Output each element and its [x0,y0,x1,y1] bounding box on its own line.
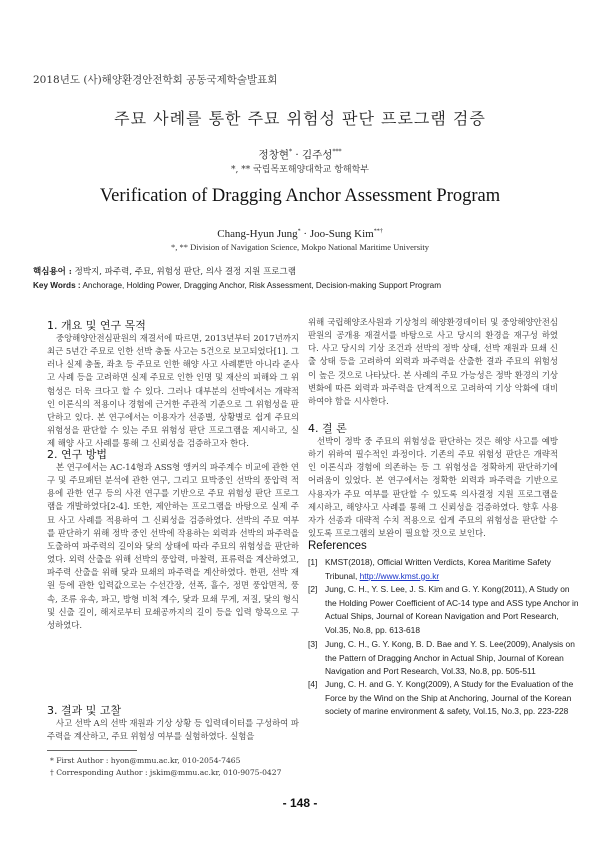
author-separator-ko: · [291,149,302,161]
korean-title: 주묘 사례를 통한 주묘 위험성 판단 프로그램 검증 [114,109,486,128]
keywords-english [33,280,441,292]
section-4-heading: 4. 결 론 [308,422,347,435]
korean-affiliation: *, ** 국립목포해양대학교 항해학부 [231,165,369,175]
author-1-ko-mark: * [288,148,292,156]
section-3-body [47,717,299,743]
footnote-first-author: * First Author : hyon@mmu.ac.kr, 010-2054-7465 [50,756,241,765]
reference-item [308,678,583,734]
section-1-heading: 1. 개요 및 연구 목적 [47,319,146,332]
section-4-paragraph: 선박이 정박 중 주묘의 위험성을 판단하는 것은 해양 사고를 예방하기 위하여 필수적인 과정이다. 기존의 주묘 위험성 판단은 개략적인 이론식과 경험에 의존하는 등 그 위험성을 정확하게 판단하기에 어려움이 있었다. 본 연구에서는 정확한 외력과 파주력을 기반으로 사용자가 주묘 여부를 판단할 수 있도록 의사결정 지원 프로그램을 제시하고, 해양사고 사례를 통해 그 신뢰성을 검증하였다. 향후 사용자가 선종과 대략적 수치 적용으로 쉽게 주묘의 위험성을 판단할 수 있도록 프로그램의 보완이 필요할 것으로 보인다. [308,436,558,539]
reference-number: [1] [308,557,318,567]
reference-number: [3] [308,639,318,649]
author-1-en: Chang-Hyun Jung [217,228,298,240]
author-1-ko: 정창현 [258,149,289,161]
footnote-divider [47,750,137,751]
author-2-en: Joo-Sung Kim [309,228,374,240]
section-3-paragraph: 사고 선박 A의 선박 재원과 기상 상황 등 입력데이터를 구성하여 파주력을 계산하고, 주묘 위험성 여부를 실험하였다. 실험을 [47,718,300,742]
reference-text-content: KMST(2018), Official Written Verdicts, Korea Maritime Safety Tribunal, [325,557,551,581]
section-3-continued-body [308,316,558,408]
section-2-heading: 2. 연구 방법 [47,448,107,461]
section-3-heading: 3. 결과 및 고찰 [47,704,122,717]
keywords-en-text: Anchorage, Holding Power, Dragging Anchor, Risk Assessment, Decision-making Support Program [82,281,442,290]
section-3-continued-paragraph: 위해 국립해양조사원과 기상청의 해양환경데이터 및 중앙해양안전심판원의 공개용 재결서를 바탕으로 사고 당시의 환경을 재구성 하였다. 사고 당시의 기상 조건과 선박의 정박 상태, 선박 재원과 묘쇄 신출 상태 등을 고려하여 외력과 파주력을 산출한 결과 주묘의 위험성이 높은 것으로 나타났다. 본 사례의 주묘 가능성은 정박 환경의 기상 변화에 따른 외력과 파주력을 단계적으로 고려하여 기상 악화에 대비하여야 함을 시사한다. [308,317,558,406]
english-title: Verification of Dragging Anchor Assessment Program [99,186,501,206]
reference-text: Jung, C. H., Y. S. Lee, J. S. Kim and G. Y. Kong(2011), A Study on the Holding Power Coefficient of AC-14 type and ASS type Anchor in Actual Ships, Journal of Korean Navigation and Port Research, Vol.35, No.8, pp. 613-618 [325,584,579,635]
reference-number: [4] [308,679,318,689]
keywords-korean [33,266,296,278]
reference-item [308,583,583,638]
keywords-ko-text: 정박지, 파주력, 주묘, 위험성 판단, 의사 결정 지원 프로그램 [74,267,296,277]
reference-item [308,556,583,584]
footnotes [50,755,300,779]
page-number: - 148 - [282,796,318,810]
reference-item [308,638,583,680]
section-2-body [47,461,299,632]
author-separator-en: · [300,228,310,240]
section-4-body [308,435,558,540]
references-heading: References [308,540,367,552]
english-authors [0,228,600,240]
korean-authors [0,147,600,162]
reference-text: Jung, C. H., G. Y. Kong, B. D. Bae and Y. S. Lee(2009), Analysis on the Pattern of Dragging Anchor in Actual Ship, Journal of Korean Navigation and Port Research, Vol.33, No.8, pp. 505-511 [325,639,575,677]
reference-link[interactable]: http://www.kmst.go.kr [359,570,440,581]
author-2-en-mark: **† [373,228,383,235]
section-1-paragraph: 중앙해양안전심판원의 재결서에 따르면, 2013년부터 2017년까지 최근 5년간 주묘로 인한 선박 충돌 사고는 5건으로 보고되었다[1]. 그러나 실제 충돌, 좌초 등 주묘로 인한 해양 사고 사례뿐만 아니라 준사고 사례 등을 고려하면 실제 주묘로 인한 인명 및 재산의 피해와 그 위험성은 더욱 크다고 할 수 있다. 그러나 대부분의 선박에서는 개략적인 이론식의 적용이나 경험에 근거한 주관적 기준으로 그 위험성을 판단하고 있다. 본 연구에서는 이용자가 선종별, 상황별로 쉽게 주묘의 위험성을 판단할 수 있는 주묘 위험성 판단 프로그램을 제시하고, 실제 해양 사고 사례를 통해 그 신뢰성을 검증하고자 한다. [47,333,299,449]
reference-text: Jung, C. H. and G. Y. Kong(2009), A Study for the Evaluation of the Force by the Wind on the Ship at Anchoring, Journal of the Korean society of marine environment & safety, Vol.15, No.3, pp. 223-228 [325,679,574,717]
author-2-ko: 김주성 [302,149,333,161]
section-1-body [47,332,299,450]
conference-header: 2018년도 (사)해양환경안전학회 공동국제학술발표회 [33,74,278,86]
author-1-en-mark: * [297,228,301,235]
section-2-paragraph: 본 연구에서는 AC-14형과 ASS형 앵커의 파주계수 비교에 관한 연구 및 주묘패턴 분석에 관한 연구, 그리고 묘박중인 선박의 풍압력 적용에 관한 연구 등의 사전 연구를 기반으로 주묘 위험성 판단 프로그램을 개발하였다[2-4]. 또한, 제안하는 프로그램을 바탕으로 실제 주묘 사고 사례를 적용하여 그 신뢰성을 검증하였다. 선박의 주묘 여부를 판단하기 위해 정박 중인 선박에 작용하는 외력과 선박의 파주력을 도출하여 파주력의 길이와 닻의 상태에 따라 주묘의 위험성을 판단하였다. 외력 산출을 위해 선박의 풍압력, 마찰력, 표류력을 계산하였고, 파주력 산출을 위해 닻과 묘쇄의 파주력을 계산하였다. 한편, 선박 재원 등에 관한 입력값으로는 수선간장, 선폭, 흘수, 정면 풍압면적, 풍속, 조류 유속, 파고, 방형 비척 계수, 닻과 묘쇄 무게, 저질, 닻의 형식 및 신출 길이, 해저로부터 묘쇄공까지의 길이 등을 입력 항목으로 구성하였다. [47,462,299,630]
reference-number: [2] [308,584,318,594]
author-2-ko-mark: *** [332,148,342,156]
keywords-ko-label: 핵심용어 : [33,267,72,277]
footnote-corresponding-author: † Corresponding Author : jskim@mmu.ac.kr, 010-9075-0427 [50,768,282,777]
reference-text [325,556,581,583]
keywords-en-label: Key Words : [33,281,81,290]
english-affiliation: *, ** Division of Navigation Science, Mokpo National Maritime University [170,242,430,252]
